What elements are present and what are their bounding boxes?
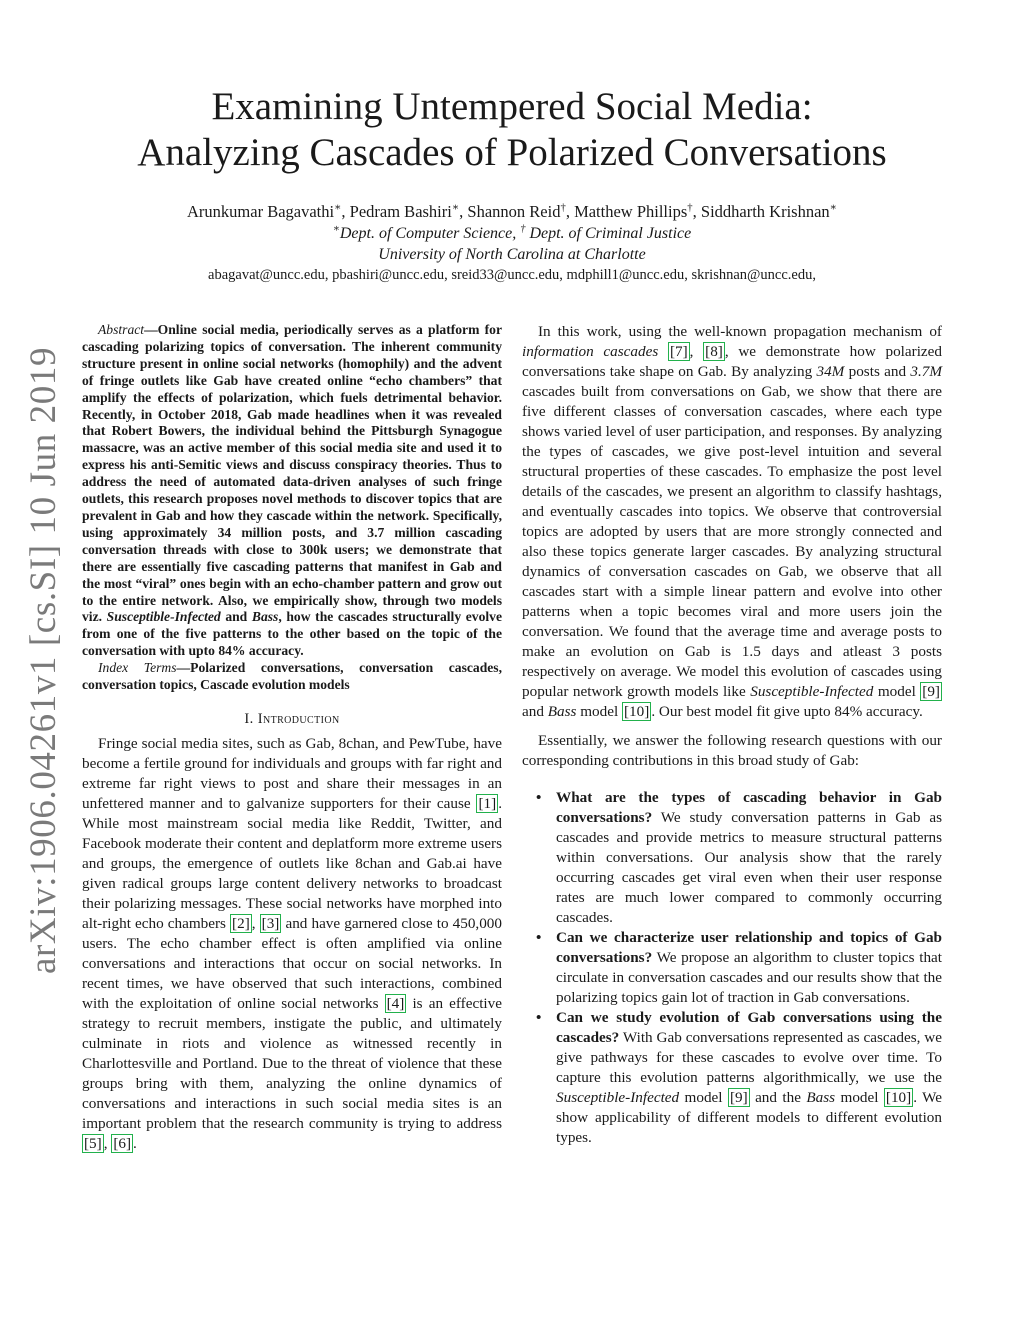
university: University of North Carolina at Charlotte (378, 246, 646, 263)
post-count: 34M (816, 363, 845, 380)
research-answer: model (835, 1089, 884, 1106)
body-text: . Our best model fit give upto 84% accuracy. (651, 703, 923, 720)
author-emails: abagavat@uncc.edu, pbashiri@uncc.edu, sreid33@uncc.edu, mdphill1@uncc.edu, skrishnan@uncc.edu, (208, 267, 816, 283)
contribution-paragraph (522, 322, 942, 722)
author-name: Arunkumar Bagavathi (187, 202, 335, 221)
citation-separator: , (103, 1134, 112, 1152)
term-information-cascades: information cascades (522, 343, 659, 360)
citation-link[interactable]: [1] (478, 794, 497, 812)
research-answer: With Gab conversations represented as cascades, we give pathways for these cascades to evolve over time. To capture this evolution patterns algorithmically, we use the (556, 1029, 942, 1086)
citation-link[interactable]: [9] (729, 1089, 748, 1106)
abstract-text-2: , how the cascades structurally evolve from one of the five patterns to the other based on the topic of the conversation with upto 84% accuracy. (82, 609, 502, 659)
research-questions-list (522, 788, 942, 1148)
paper-title (100, 84, 924, 176)
bullet-mark: • (536, 789, 542, 806)
body-text: model (873, 683, 921, 700)
index-terms (82, 660, 502, 694)
author-name: Siddharth Krishnan (700, 202, 830, 221)
term-si-model: Susceptible-Infected (556, 1089, 680, 1106)
bullet-mark: • (536, 929, 542, 946)
right-column (522, 322, 942, 1148)
affiliation-mark: ∗ (332, 223, 340, 235)
author-name: Shannon Reid (467, 202, 561, 221)
dept-criminal-justice: Dept. of Criminal Justice (529, 225, 692, 242)
author-name: Pedram Bashiri (349, 202, 452, 221)
abstract-si-model: Susceptible-Infected (106, 609, 221, 625)
research-answer: model (679, 1089, 728, 1106)
section-number: I. (244, 710, 254, 727)
intro-text: Fringe social media sites, such as Gab, 8chan, and PewTube, have become a fertile ground for individuals and groups with far right and extreme far right views to post and share their messages in an unfettered manner and to galvanize supporters for their cause (82, 734, 502, 812)
list-item (522, 928, 942, 1008)
index-terms-label: Index Terms (98, 660, 177, 676)
citation-link[interactable]: [4] (386, 994, 405, 1012)
title-line-2: Analyzing Cascades of Polarized Conversations (137, 131, 887, 174)
author-list: Arunkumar Bagavathi∗, Pedram Bashiri∗, Shannon Reid†, Matthew Phillips†, Siddharth Krishnan∗ (187, 201, 837, 221)
citation-link[interactable]: [8] (705, 343, 723, 360)
citation-link[interactable]: [3] (261, 914, 280, 932)
abstract-dash: — (144, 322, 158, 337)
term-bass-model: Bass (547, 703, 577, 720)
affiliation-mark: ∗ (451, 201, 460, 214)
affiliation-mark: ∗ (334, 201, 342, 214)
citation-link[interactable]: [5] (84, 1134, 102, 1152)
index-terms-text: Polarized conversations, conversation cascades, conversation topics, Cascade evolution models (82, 660, 502, 693)
abstract-bass-model: Bass (251, 609, 279, 625)
abstract-text-1: Online social media, periodically serves as a platform for cascading polarizing topics of conversation. The inherent community structure present in online social networks (homophily) and the advent of fringe outlets like Gab have created online “echo chambers” that amplify the effects of polarization, which fuels detrimental behavior. Recently, in October 2018, Gab made headlines when it was revealed that Robert Bowers, the individual behind the Pittsburgh Synagogue massacre, was an active member of this social media site and used it to express his anti-Semitic views and discuss conspiracy theories. Thus to address the need of automated data-driven analyses of such fringe outlets, this research proposes novel methods to discover topics that are prevalent in Gab and how they cascade within the network. Specifically, using approximately 34 million posts, and 3.7 million cascading conversation threads with close to 300k users; we demonstrate that there are essentially five cascading patterns that manifest in Gab and the most “viral” ones begin with an echo-chamber pattern and grow out to the entire network. Also, we empirically show, through two models viz. (82, 322, 502, 625)
abstract-and: and (225, 609, 248, 625)
affiliation-mark: † (520, 223, 526, 235)
cascade-count: 3.7M (910, 363, 943, 380)
body-text (658, 343, 668, 360)
abstract (82, 322, 502, 660)
abstract-label: Abstract (98, 322, 145, 337)
research-answer: We study conversation patterns in Gab as cascades and provide metrics to measure structural patterns within conversations. Our analysis show that the rarely occurring cascades get viral even when their user response rates are much lower compared to commonly occurring cascades. (556, 809, 942, 926)
research-question: What are the types of cascading behavior in Gab conversations? (556, 789, 942, 826)
section-heading (82, 711, 502, 728)
citation-link[interactable]: [2] (232, 914, 250, 932)
list-item (522, 1008, 942, 1148)
affiliation-mark: † (687, 201, 693, 214)
body-text: and (522, 703, 548, 720)
citation-link[interactable]: [10] (624, 703, 650, 720)
section-title: Introduction (257, 710, 340, 727)
dept-computer-science: Dept. of Computer Science, (339, 225, 517, 242)
intro-text: and have garnered close to 450,000 users. The echo chamber effect is often amplified via online conversations and interactions that occur on social networks. In recent times, we have observed that such interactions, combined with the exploitation of online social networks (82, 914, 502, 1012)
author-name: Matthew Phillips (574, 202, 688, 221)
affiliation-line (100, 224, 924, 244)
research-answer: We propose an algorithm to cluster topics that circulate in conversation cascades and our results show that the polarizing topics gain lot of traction in Gab conversations. (556, 949, 942, 1006)
citation-link[interactable]: [6] (113, 1134, 132, 1152)
affiliation-mark: ∗ (829, 201, 837, 214)
research-question: Can we study evolution of Gab conversations using the cascades? (556, 1009, 942, 1046)
research-questions-intro: Essentially, we answer the following research questions with our corresponding contributions in this broad study of Gab: (522, 732, 942, 769)
arxiv-stamp (14, 346, 74, 974)
research-answer: and the (749, 1089, 807, 1106)
citation-link[interactable]: [9] (922, 683, 940, 700)
intro-paragraph (82, 734, 502, 1154)
arxiv-identifier: arXiv:1906.04261v1 [cs.SI] 10 Jun 2019 (23, 346, 65, 974)
list-item (522, 788, 942, 928)
left-column (82, 322, 502, 1154)
body-text: posts and (844, 363, 911, 380)
index-terms-dash: — (176, 660, 191, 676)
citation-link[interactable]: [10] (885, 1089, 912, 1106)
intro-text: is an effective strategy to recruit members, instigate the public, and ultimately culminate in riots and violence as witnessed recently in Charlottesville and Portland. Due to the threat of violence that these groups bring with them, analyzing the online dynamics of conversations and interactions in such social media sites is an important problem that the research community is trying to address (82, 994, 502, 1132)
body-text: model (576, 703, 622, 720)
bullet-mark: • (536, 1009, 542, 1026)
affiliation-mark: † (560, 201, 566, 214)
body-text: , we demonstrate how polarized conversations take shape on Gab. By analyzing (522, 343, 942, 380)
research-question: Can we characterize user relationship and topics of Gab conversations? (556, 929, 942, 966)
term-si-model: Susceptible-Infected (750, 683, 874, 700)
citation-link[interactable]: [7] (669, 343, 688, 360)
title-line-1: Examining Untempered Social Media: (211, 85, 813, 128)
body-text: In this work, using the well-known propagation mechanism of (538, 323, 942, 340)
intro-text: . (133, 1134, 137, 1152)
body-text: cascades built from conversations on Gab, we show that there are five different classes of conversation cascades, where each type shows varied level of user participation, and responses. By analyzing the types of cascades, we give post-level intuition and several structural properties of these cascades. To emphasize the post level details of the cascades, we present an algorithm to classify hashtags, and eventually cascades into topics. We observe that controversial topics are adopted by users that are more strongly connected and also these topics generate larger cascades. By analyzing structural dynamics of conversation cascades on Gab, we observe that all cascades start with a simple linear pattern and evolve into other patterns when a topic becomes viral and more users join the conversation. We found that the average time and average posts to make an evolution on Gab is 1.5 days and atleast 3 posts respectively on average. We model this evolution of cascades using popular network growth models like (522, 383, 942, 700)
intro-text: . While most mainstream social media like Reddit, Twitter, and Facebook moderate their content and deplatform more extreme users and groups, the emergence of outlets like 8chan and Gab.ai have given radical groups large content delivery networks to broadcast their polarizing messages. These social networks have morphed into alt-right echo chambers (82, 794, 502, 932)
research-answer: . We show applicability of different models to different evolution types. (556, 1089, 942, 1146)
term-bass-model: Bass (806, 1089, 836, 1106)
citation-separator: , (251, 914, 260, 932)
citation-separator: , (689, 343, 704, 360)
